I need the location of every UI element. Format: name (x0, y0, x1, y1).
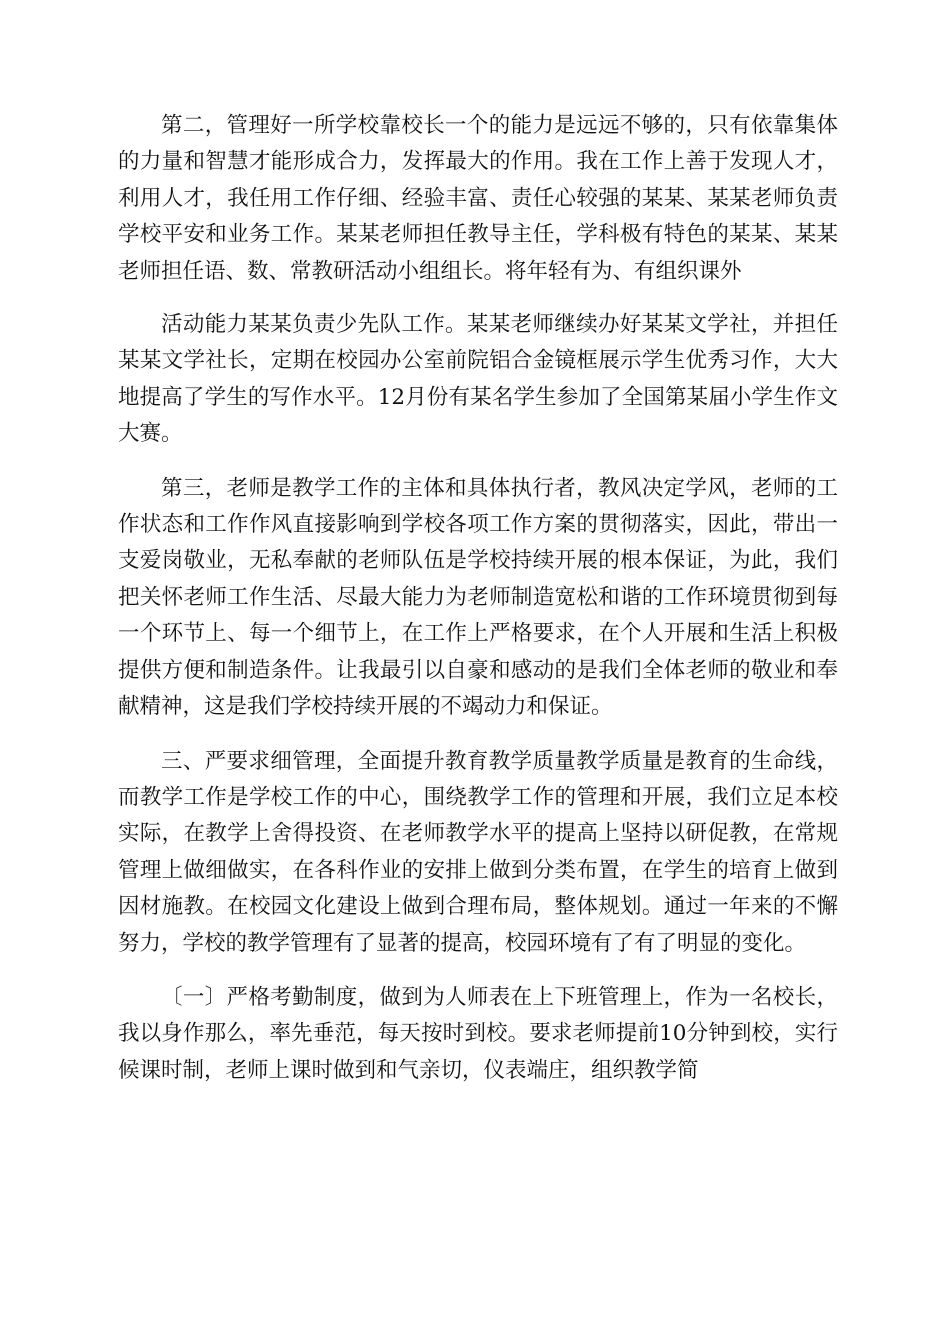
paragraph: 第三，老师是教学工作的主体和具体执行者，教风决定学风，老师的工作状态和工作作风直接影响到学校各项工作方案的贯彻落实，因此，带出一支爱岗敬业，无私奉献的老师队伍是学校持续开展的根本保证，为此，我们把关怀老师工作生活、尽最大能力为老师制造宽松和谐的工作环境贯彻到每一个环节上、每一个细节上，在工作上严格要求，在个人开展和生活上积极提供方便和制造条件。让我最引以自豪和感动的是我们全体老师的敬业和奉献精神，这是我们学校持续开展的不竭动力和保证。 (118, 475, 838, 720)
paragraph: 活动能力某某负责少先队工作。某某老师继续办好某某文学社，并担任某某文学社长，定期在校园办公室前院铝合金镜框展示学生优秀习作，大大地提高了学生的写作水平。12月份有某名学生参加了全国第某届小学生作文大赛。 (118, 312, 838, 447)
paragraph: 三、严要求细管理，全面提升教育教学质量教学质量是教育的生命线，而教学工作是学校工作的中心，围绕教学工作的管理和开展，我们立足本校实际，在教学上舍得投资、在老师教学水平的提高上坚持以研促教，在常规管理上做细做实，在各科作业的安排上做到分类布置，在学生的培育上做到因材施教。在校园文化建设上做到合理布局，整体规划。通过一年来的不懈努力，学校的教学管理有了显著的提高，校园环境有了有了明显的变化。 (118, 748, 838, 956)
paragraph: 〔一〕严格考勤制度，做到为人师表在上下班管理上，作为一名校长，我以身作那么，率先垂范，每天按时到校。要求老师提前10分钟到校，实行候课时制，老师上课时做到和气亲切，仪表端庄，组织教学简 (118, 984, 838, 1083)
paragraph: 第二，管理好一所学校靠校长一个的能力是远远不够的，只有依靠集体的力量和智慧才能形成合力，发挥最大的作用。我在工作上善于发现人才，利用人才，我任用工作仔细、经验丰富、责任心较强的某某、某某老师负责学校平安和业务工作。某某老师担任教导主任，学科极有特色的某某、某某老师担任语、数、常教研活动小组组长。将年轻有为、有组织课外 (118, 113, 838, 284)
document-page (118, 108, 838, 1106)
